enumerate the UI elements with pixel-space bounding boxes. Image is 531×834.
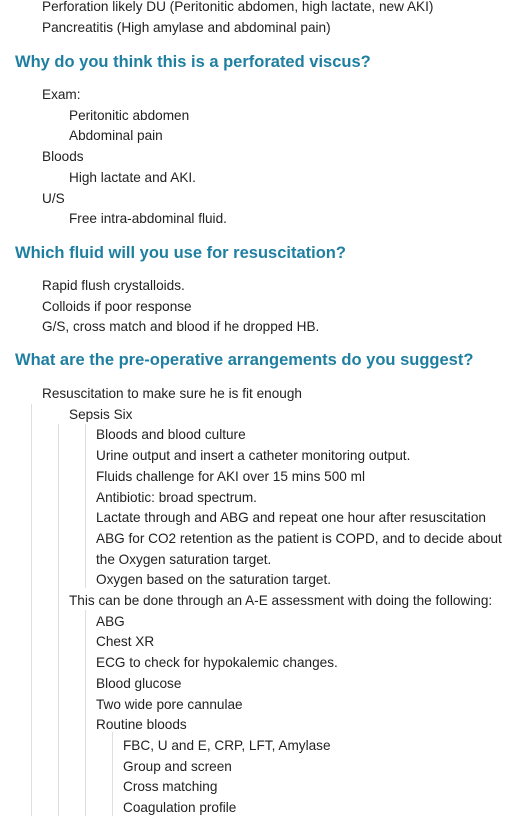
section-heading-preoperative-arrangements: What are the pre-operative arrangements do you suggest?	[15, 351, 474, 369]
list-subitem: Abdominal pain	[0, 126, 227, 147]
list-subitem: Free intra-abdominal fluid.	[0, 209, 227, 230]
ae-assessment-item: Two wide pore cannulae	[0, 695, 531, 716]
ae-assessment-item: Routine bloods	[0, 715, 531, 736]
list-subitem: High lactate and AKI.	[0, 168, 227, 189]
list-item: Colloids if poor response	[0, 297, 319, 318]
ae-assessment-item: Chest XR	[0, 632, 531, 653]
sepsis-six-item: Oxygen based on the saturation target.	[0, 570, 531, 591]
list-item: Pancreatitis (High amylase and abdominal pain)	[0, 18, 433, 39]
list-item: U/S	[0, 189, 227, 210]
ae-assessment-item: ECG to check for hypokalemic changes.	[0, 653, 531, 674]
list-item: Perforation likely DU (Peritonitic abdomen, high lactate, new AKI)	[0, 0, 433, 18]
routine-bloods-item: FBC, U and E, CRP, LFT, Amylase	[0, 736, 531, 757]
section-heading-resuscitation-fluid: Which fluid will you use for resuscitation?	[15, 244, 346, 262]
perforated-viscus-list	[0, 85, 227, 230]
resuscitation-fluid-list	[0, 276, 319, 338]
ae-assessment-item: Blood glucose	[0, 674, 531, 695]
list-subitem: Sepsis Six	[0, 405, 531, 426]
list-item: Bloods	[0, 147, 227, 168]
sepsis-six-item: Fluids challenge for AKI over 15 mins 500 ml	[0, 467, 531, 488]
sepsis-six-item: Bloods and blood culture	[0, 425, 531, 446]
list-item: Rapid flush crystalloids.	[0, 276, 319, 297]
differential-list	[0, 0, 433, 38]
ae-assessment-item: ABG	[0, 612, 531, 633]
routine-bloods-item: Group and screen	[0, 757, 531, 778]
routine-bloods-item: Coagulation profile	[0, 798, 531, 819]
sepsis-six-item: ABG for CO2 retention as the patient is COPD, and to decide about the Oxygen saturation target.	[0, 529, 514, 570]
list-item: Resuscitation to make sure he is fit enough	[0, 384, 531, 405]
sepsis-six-item: Antibiotic: broad spectrum.	[0, 488, 531, 509]
section-heading-perforated-viscus: Why do you think this is a perforated viscus?	[15, 53, 371, 71]
list-subitem: Peritonitic abdomen	[0, 106, 227, 127]
list-item: G/S, cross match and blood if he dropped HB.	[0, 317, 319, 338]
sepsis-six-item: Lactate through and ABG and repeat one hour after resuscitation	[0, 508, 531, 529]
routine-bloods-item: Cross matching	[0, 777, 531, 798]
list-subitem: This can be done through an A-E assessment with doing the following:	[0, 591, 531, 612]
list-item: Exam:	[0, 85, 227, 106]
sepsis-six-item: Urine output and insert a catheter monitoring output.	[0, 446, 531, 467]
preoperative-list	[0, 384, 531, 819]
